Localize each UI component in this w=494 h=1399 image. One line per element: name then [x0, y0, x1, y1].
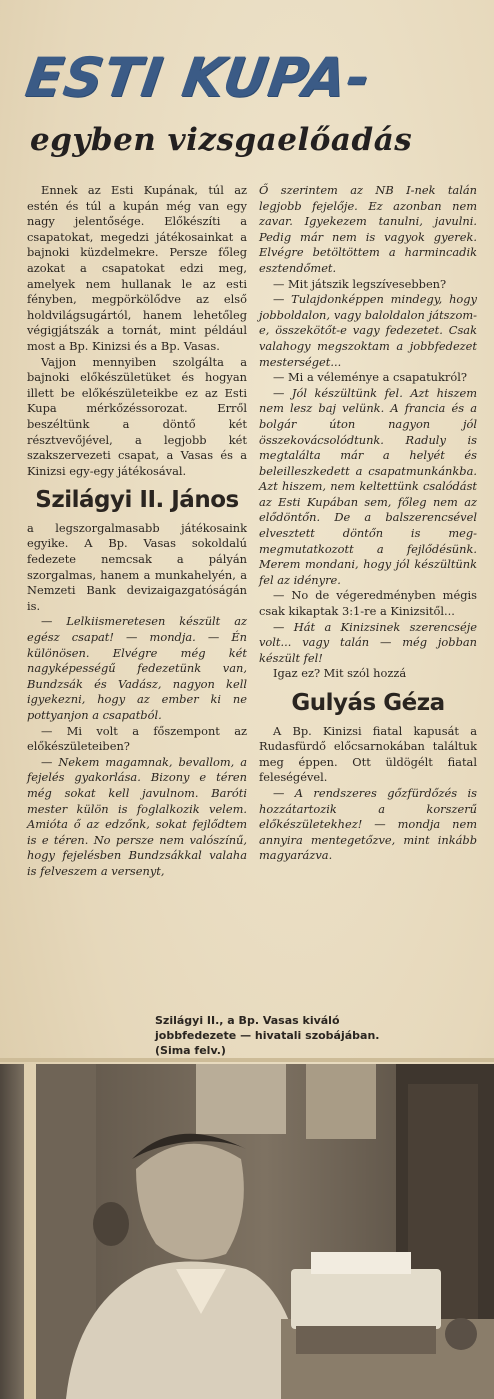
body-paragraph: A Bp. Kinizsi fiatal kapusát a Rudasfürdő előcsarnokában találtuk meg éppen. Ott üldögélt fiatal feleségével. — [259, 723, 477, 785]
quote-paragraph: Ő szerintem az NB I-nek talán legjobb fejelője. Ez azonban nem zavar. Igyekezem tanulni, javulni. Pedig már nem is vagyok gyerek. Elvégre betöltöttem a harmincadik esztendőmet. — [259, 183, 477, 275]
section-heading: Gulyás Géza — [291, 690, 445, 716]
photo — [36, 1064, 494, 1399]
question-paragraph: — No de végeredményben mégis csak kikaptak 3:1-re a Kinizsitől... — [259, 588, 477, 619]
quote-paragraph: — A rendszeres gőzfürdőzés is hozzátartozik a korszerű előkészületekhez! — mondja nem annyira mentegetőzve, mint inkább magyarázva. — [259, 785, 477, 863]
body-paragraph: a legszorgalmasabb játékosaink egyike. A Bp. Vasas sokoldalú fedezete nemcsak a pályán szorgalmas, hanem a munkahelyén, a Nemzeti Bank devizaigazgatóságán is. — [27, 520, 247, 613]
adjacent-photo-strip — [0, 1064, 24, 1399]
intro-paragraph: Ennek az Esti Kupának, túl az estén és túl a kupán még van egy nagy jelentősége. Előkészíti a csapatokat, megedzi játékosainkat a bajnoki küzdelmekre. Persze főleg azokat a csapatokat edzi meg, amelyek nem hullanak le az esti fényben, megpörkölődve az első holdvilágsugártól, hanem lehetőleg végigjátszák a tornát, mint például most a Bp. Kinizsi és a Bp. Vasas. — [27, 183, 247, 353]
headline: ESTI KUPA- — [21, 46, 375, 109]
question-paragraph: — Mit játszik legszívesebben? — [273, 276, 447, 291]
right-column — [259, 183, 477, 864]
quote-paragraph: — Jól készültünk fel. Azt hiszem nem lesz baj velünk. A francia és a bolgár úton nagyon jól összekovácsolódtunk. Raduly is megtalálta már a helyét és beleilleszkedett a csapatmunkánkba. Azt hiszem, nem keltettünk csalódást az Esti Kupában sem, főleg nem az elődöntőn. De a balszerencsével elvesztett döntőn is meg-megmutatkozott a fejlődésünk. Merem mondani, hogy jól készültünk fel az idényre. — [259, 385, 477, 587]
section-heading: Szilágyi II. János — [35, 487, 239, 514]
question-paragraph: — Mi a véleménye a csapatukról? — [273, 370, 467, 385]
quote-paragraph: — Tulajdonképpen mindegy, hogy jobboldalon, vagy baloldalon játszom-e, összekötőt-e vagy fedezetet. Csak valahogy megszoktam a jobbfedezet mesterséget... — [259, 292, 477, 369]
question-paragraph: — Mi volt a főszempont az előkészületeiben? — [27, 723, 247, 754]
quote-paragraph: — Nekem magamnak, bevallom, a fejelés gyakorlása. Bizony e téren még sokat kell javulnom. Baróti mester külön is foglalkozik velem. Amióta ő az edzőnk, sokat fejlődtem is e téren. No persze nem valószínű, hogy fejelésben Bundzsákkal valaha is felveszem a versenyt, — [27, 754, 247, 878]
photo-caption: Szilágyi II., a Bp. Vasas kiváló jobbfedezete — hivatali szobájában. (Sima felv.) — [155, 1014, 380, 1057]
divider — [0, 1058, 494, 1062]
question-paragraph: Igaz ez? Mit szól hozzá — [273, 666, 407, 681]
subheadline: egyben vizsgaelőadás — [30, 122, 413, 158]
left-column — [27, 183, 247, 880]
photo-illustration — [36, 1064, 494, 1399]
intro-paragraph: Vajjon mennyiben szolgálta a bajnoki előkészületüket és hogyan illett be előkészületeikbe ez az Esti Kupa mérkőzéssorozat. Erről beszéltünk a döntő két résztvevőjével, a legjobb két szakszervezeti csapat, a Vasas és a Kinizsi egy-egy játékosával. — [27, 354, 247, 478]
quote-paragraph: — Lelkiismeretesen készült az egész csapat! — mondja. — Én különösen. Elvégre még két nagyképességű fedezetünk van, Bundzsák és Vadász, nagyon kell igyekezni, hogy az ember ki ne pottyanjon a csapatból. — [27, 614, 247, 722]
quote-paragraph: — Hát a Kinizsinek szerencséje volt... vagy talán — még jobban készült fel! — [259, 619, 477, 665]
